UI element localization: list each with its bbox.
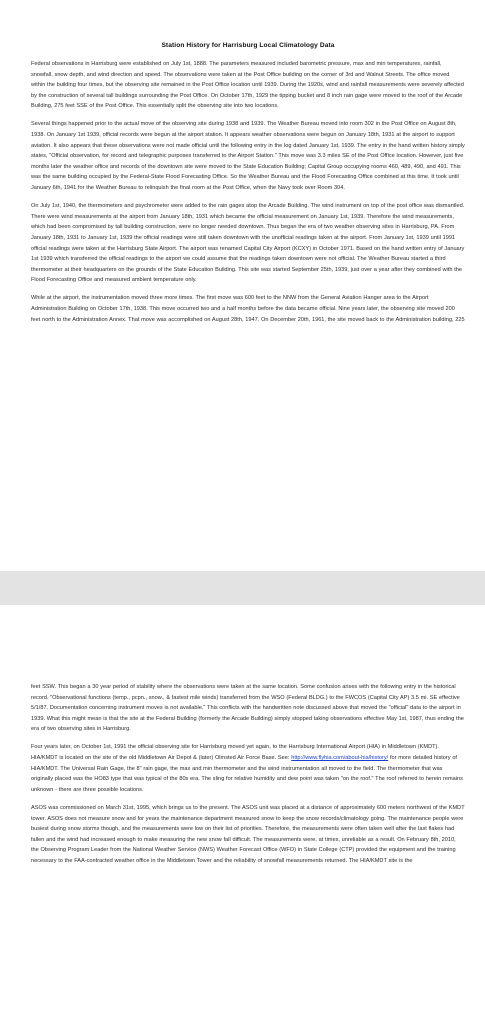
paragraph-3: On July 1st, 1940, the thermometers and psychrometer were added to the rain gages atop the Arcade Building. The wind instrument on top of the post office was dismantled. There were wind measurements at the airport from January 18th, 1931 which became the official measurement on January 1st, 1939. Therefore the wind measurements, which had been compromised by tall building construction, were no longer needed downtown. Thus began the era of two weather observing sites in Harrisburg, PA. From January 18th, 1931 to January 1st, 1939 the official readings were still taken downtown with the unofficial readings taken at the airport. From January 1st, 1939 until 1991 official readings were taken at the Harrisburg State Airport. The airport was renamed Capital City Airport (KCXY) in October 1971. Based on the hand written entry of January 1st 1939 which transferred the official readings to the airport we could assume that the readings taken downtown were not official. The Weather Bureau started a third thermometer at their headquarters on the grounds of the State Education Building. This site was started September 25th, 1939, just over a year after they combined with the Flood Forecasting Office and measured ambient temperature only. bbox=[31, 203, 465, 284]
paragraph-7: ASOS was commissioned on March 31st, 1995, which brings us to the present. The ASOS unit was placed at a distance of approximately 600 meters northwest of the KMDT tower. ASOS does not measure snow and for years the maintenance department measured snow to keep the snow records/climatology going. The maintenance people were busiest during snow storms though, and the measurements were low on their list of priorities. Therefore, the measurements were often taken well after the last flakes had fallen and the wind had increased enough to make measuring the new snow fall difficult. The measurements were, at times, unreliable as a result. On February 8th, 2010, the Observing Program Leader from the National Weather Service (NWS) Weather Forecast Office (WFO) in State College (CTP) provided the equipment and the training necessary to the FAA-contracted weather office in the Middletown Tower and the reliability of snowfall measurements returned. The HIA/KMDT site is the bbox=[31, 804, 465, 864]
paragraph-1: Federal observations in Harrisburg were established on July 1st, 1888. The parameters measured included barometric pressure, max and min temperatures, rainfall, snowfall, snow depth, and wind direction and speed. The observations were taken at the Post Office building on the corner of 3rd and Walnut Streets. The office moved within the building four times, but the observing site remained in the Post Office location until 1939. During the 1920s, wind and rainfall measurements were severely affected by the construction of several tall buildings surrounding the Post Office. On October 17th, 1929 the tipping bucket and 8 inch rain gage were moved to the roof of the Arcade Building, 275 feet SSE of the Post Office. This essentially split the observing site into two locations. bbox=[31, 61, 464, 110]
document-title: Station History for Harrisburg Local Climatology Data bbox=[161, 42, 335, 49]
paragraph-6-text-end: for more detailed history of HIA/KMDT. The Universal Rain Gage, the 8" rain gage, the max and min thermometer and the wind instrumentation all moved to the field. The thermometer that was originally placed was the HO83 type that was typical of the 80s era. The sling for relative humidity and dew point was taken "on the roof." The roof referred to herein remains unknown - there are three possible locations. bbox=[31, 755, 463, 793]
document-page-2 bbox=[0, 605, 485, 1024]
paragraph-6-text-start: Four years later, on October 1st, 1991 the official observing site for Harrisburg moved yet again, to the Harrisburg International Airport (HIA) in Middletown (KMDT). HIA/KMDT is located on the site of the old Middletown Air Depot & (later) Olmsted Air Force Base. See: bbox=[31, 744, 439, 762]
paragraph-6 bbox=[31, 742, 465, 795]
page-separator bbox=[0, 571, 485, 605]
paragraph-5: feet SSW. This began a 30 year period of stability where the observations were taken at the same location. Some confusion arises with the following entry in the historical record. "Observational functions (temp., pcpn., snow., & fastest mile winds) transferred from the WSO (Federal BLDG.) to the FWCOS (Capital City AP) 3.5 mi. SE effective 5/1/87. Documentation concerning instrument moves is not available." This conflicts with the handwritten note discussed above that moved the "official" data to the airport in 1939. What this might mean is that the site at the Federal Building (formerly the Arcade Building) simply stopped taking observations effective May 1st, 1987, thus ending the era of two observing sites in Harrisburg. bbox=[31, 684, 464, 733]
history-link[interactable]: http://www.flyhia.com/about-hia/history/ bbox=[291, 755, 389, 762]
paragraph-4: While at the airport, the instrumentation moved three more times. The first move was 600 feet to the NNW from the General Aviation Hanger area to the Airport Administration Building on October 17th, 1938. This move occurred two and a half months before the data became official. Nine years later, the observing site moved 200 feet north to the Administration Annex. That move was accomplished on August 28th, 1947. On December 20th, 1961, the site moved back to the Administration building, 225 bbox=[31, 295, 465, 323]
paragraph-2: Several things happened prior to the actual move of the observing site during 1938 and 1939. The Weather Bureau moved into room 302 in the Post Office on August 8th, 1938. On January 1st 1939, official records were begun at the airport station. It appears weather observations were begun on January 18th, 1931 at the airport to support aviation. It also appears that these observations were not made official until the following entry in the log dated January 1st, 1939. The entry in the hand written history simply states, "Official observation, for record and telegraphic purposes transferred to the Airport Station." This move was 3.3 miles SE of the Post Office location. However, just five months later the weather office and records of the downtown site were moved to the State Education Building; Capital Group occupying rooms 460, 489, 490, and 491. This was the same building occupied by the Federal-State Flood Forecasting Office. So the Weather Bureau and the Flood Forecasting Office combined at this time. It took until January 6th, 1941 for the Weather Bureau to relinquish the final room at the Post Office, when the Navy took over Room 304. bbox=[31, 121, 465, 192]
